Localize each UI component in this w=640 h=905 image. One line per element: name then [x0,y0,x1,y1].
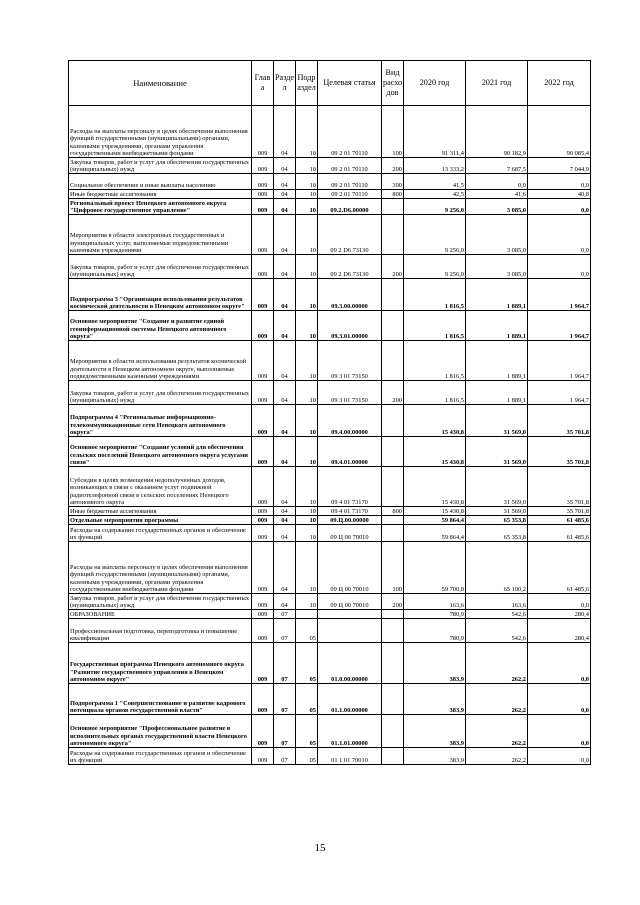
row-podrazdel: 10 [296,405,318,437]
row-glava: 009 [252,215,274,255]
row-podrazdel: 05 [296,715,318,748]
row-glava: 009 [252,106,274,158]
row-2022: 0,0 [528,174,591,190]
header-name: Наименование [69,61,252,106]
row-vid: 200 [382,594,404,610]
table-row [69,158,591,174]
row-2020: 15 430,8 [404,437,466,467]
row-target [318,610,382,619]
table-row [69,381,591,405]
row-name: Региональный проект Ненецкого автономного округа "Цифровое государственное управление" [69,199,252,215]
row-2020: 15 430,8 [404,467,466,507]
row-vid: 300 [382,174,404,190]
row-podrazdel: 10 [296,199,318,215]
row-name: Закупка товаров, работ и услуг для обеспечения государственных (муниципальных) нужд [69,255,252,279]
row-vid [382,437,404,467]
row-2020: 15 430,8 [404,405,466,437]
row-glava: 009 [252,684,274,715]
table-row [69,199,591,215]
table-row [69,190,591,199]
row-2022: 0,0 [528,715,591,748]
table-row [69,643,591,684]
row-vid: 200 [382,255,404,279]
row-podrazdel: 10 [296,467,318,507]
row-2021: 542,6 [466,610,528,619]
row-2021: 1 889,1 [466,341,528,381]
table-row [69,467,591,507]
row-podrazdel: 10 [296,507,318,516]
row-2022: 0,0 [528,215,591,255]
row-2021: 1 889,1 [466,311,528,341]
row-podrazdel: 10 [296,255,318,279]
table-row [69,311,591,341]
row-2021: 163,6 [466,594,528,610]
row-2022: 35 701,8 [528,405,591,437]
row-glava: 009 [252,467,274,507]
row-target: 09 3 01 73150 [318,341,382,381]
row-glava: 009 [252,174,274,190]
row-2022: 61 485,6 [528,516,591,525]
row-target: 01.1.01.00000 [318,715,382,748]
row-2021: 1 889,1 [466,381,528,405]
row-podrazdel: 10 [296,190,318,199]
row-glava: 009 [252,311,274,341]
row-podrazdel: 05 [296,684,318,715]
row-razdel: 04 [274,106,296,158]
row-2020: 1 816,5 [404,381,466,405]
row-name: Государственная программа Ненецкого автономного округа "Развитие государственного управления в Ненецком автономном округе" [69,643,252,684]
row-razdel: 07 [274,748,296,765]
row-razdel: 04 [274,174,296,190]
row-2021: 0,0 [466,174,528,190]
row-razdel: 07 [274,619,296,643]
row-razdel: 04 [274,279,296,311]
table-row [69,525,591,542]
row-name: Закупка товаров, работ и услуг для обеспечения государственных (муниципальных) нужд [69,594,252,610]
row-2020: 15 430,8 [404,507,466,516]
row-2022: 35 701,8 [528,467,591,507]
row-2022: 0,0 [528,255,591,279]
row-2020: 383,9 [404,684,466,715]
row-target: 09.3.01.00000 [318,311,382,341]
table-row [69,279,591,311]
row-2020: 780,9 [404,610,466,619]
row-glava: 009 [252,507,274,516]
row-podrazdel: 10 [296,594,318,610]
table-row [69,684,591,715]
row-glava: 009 [252,279,274,311]
row-2021: 262,2 [466,684,528,715]
row-glava: 009 [252,341,274,381]
row-2022: 0,0 [528,748,591,765]
header-podrazdel: Подр аздел [296,61,318,106]
row-target: 09 Ц 00 70010 [318,525,382,542]
row-2022: 280,4 [528,619,591,643]
table-row [69,516,591,525]
row-2022: 61 485,6 [528,525,591,542]
row-2020: 91 311,4 [404,106,466,158]
row-2020: 9 256,0 [404,215,466,255]
budget-table [68,60,591,765]
row-vid [382,619,404,643]
row-vid [382,467,404,507]
row-2020: 1 816,5 [404,341,466,381]
row-target: 09.3.00.00000 [318,279,382,311]
row-2021: 41,6 [466,190,528,199]
row-vid [382,199,404,215]
row-name: Мероприятия в области использования результатов космической деятельности в Ненецком автономном округе, выполняемые подведомственными казенными учреждениями [69,341,252,381]
row-2020: 59 864,4 [404,516,466,525]
row-razdel: 07 [274,684,296,715]
row-vid [382,215,404,255]
row-glava: 009 [252,542,274,594]
row-2020: 780,9 [404,619,466,643]
row-name: ОБРАЗОВАНИЕ [69,610,252,619]
row-2022: 35 701,8 [528,437,591,467]
row-name: Расходы на содержание государственных органов и обеспечение их функций [69,748,252,765]
row-razdel: 04 [274,255,296,279]
table-header-row [69,61,591,106]
row-vid [382,684,404,715]
row-razdel: 04 [274,542,296,594]
row-2020: 9 256,0 [404,255,466,279]
row-2022: 280,4 [528,610,591,619]
header-razdel: Разде л [274,61,296,106]
row-vid [382,643,404,684]
page-number: 15 [314,842,326,854]
row-razdel: 07 [274,610,296,619]
row-glava: 009 [252,748,274,765]
header-vid: Вид расхо дов [382,61,404,106]
row-razdel: 04 [274,467,296,507]
row-razdel: 04 [274,158,296,174]
row-podrazdel: 05 [296,619,318,643]
row-name: Отдельные мероприятия программы [69,516,252,525]
row-podrazdel: 10 [296,516,318,525]
row-2022: 90 085,4 [528,106,591,158]
table-body [69,106,591,765]
row-name: Расходы на выплаты персоналу в целях обеспечения выполнения функций государственными (муниципальными) органами, казенными учреждениями, органами управления государственными внебюджетными фондами [69,542,252,594]
row-glava: 009 [252,715,274,748]
row-podrazdel: 10 [296,525,318,542]
table-row [69,594,591,610]
row-razdel: 04 [274,507,296,516]
row-2020: 1 816,5 [404,311,466,341]
table-row [69,619,591,643]
row-name: Основное мероприятие "Создание и развитие единой геоинформационной системы Ненецкого автономного округа" [69,311,252,341]
row-vid [382,610,404,619]
row-target: 09 4 01 73170 [318,467,382,507]
row-podrazdel: 10 [296,341,318,381]
row-2021: 65 353,8 [466,516,528,525]
row-target: 09.2.D6.00000 [318,199,382,215]
row-podrazdel: 10 [296,158,318,174]
row-glava: 009 [252,199,274,215]
row-razdel: 04 [274,381,296,405]
row-vid: 800 [382,190,404,199]
row-glava: 009 [252,255,274,279]
row-name: Мероприятия в области электронных государственных и муниципальных услуг, выполняемые подведомственными казенными учреждениями [69,215,252,255]
header-2022: 2022 год [528,61,591,106]
row-target: 09 2 01 70110 [318,158,382,174]
table-row [69,542,591,594]
table-row [69,507,591,516]
row-2022: 40,8 [528,190,591,199]
row-podrazdel: 05 [296,643,318,684]
row-glava: 009 [252,190,274,199]
table-row [69,341,591,381]
row-glava: 009 [252,516,274,525]
row-podrazdel: 05 [296,748,318,765]
row-2021: 90 182,9 [466,106,528,158]
row-podrazdel: 10 [296,437,318,467]
row-name: Подпрограмма 3 "Организация использования результатов космической деятельности в Ненецком автономном округе" [69,279,252,311]
header-2021: 2021 год [466,61,528,106]
row-glava: 009 [252,405,274,437]
table-row [69,106,591,158]
row-name: Иные бюджетные ассигнования [69,190,252,199]
row-2022: 0,0 [528,643,591,684]
row-vid [382,715,404,748]
row-name: Подпрограмма 4 "Региональные информационно-телекоммуникационные сети Ненецкого автономного округа" [69,405,252,437]
row-podrazdel [296,610,318,619]
table-row [69,748,591,765]
row-2021: 3 085,0 [466,255,528,279]
row-2022: 1 964,7 [528,279,591,311]
row-target: 09.Ц.00.00000 [318,516,382,525]
row-target: 09 4 01 73170 [318,507,382,516]
row-target: 09 3 01 73150 [318,381,382,405]
row-2021: 31 569,0 [466,467,528,507]
row-2020: 383,9 [404,748,466,765]
row-razdel: 04 [274,341,296,381]
row-vid [382,748,404,765]
table-row [69,437,591,467]
row-2021: 65 190,2 [466,542,528,594]
row-glava: 009 [252,381,274,405]
row-name: Закупка товаров, работ и услуг для обеспечения государственных (муниципальных) нужд [69,158,252,174]
row-2021: 262,2 [466,748,528,765]
row-razdel: 04 [274,215,296,255]
row-target: 09 Ц 00 70010 [318,594,382,610]
row-2022: 1 964,7 [528,341,591,381]
row-name: Иные бюджетные ассигнования [69,507,252,516]
row-razdel: 04 [274,199,296,215]
row-razdel: 04 [274,437,296,467]
row-podrazdel: 10 [296,215,318,255]
row-target: 09 2 01 70110 [318,190,382,199]
row-2021: 1 889,1 [466,279,528,311]
row-2020: 1 816,5 [404,279,466,311]
row-target: 01.0.00.00000 [318,643,382,684]
row-podrazdel: 10 [296,542,318,594]
row-vid [382,516,404,525]
row-name: Расходы на выплаты персоналу в целях обеспечения выполнения функций государственными (муниципальными) органами, казенными учреждениями, органами управления государственными внебюджетными фондами [69,106,252,158]
row-glava: 009 [252,643,274,684]
row-target [318,619,382,643]
row-2022: 0,0 [528,594,591,610]
row-2020: 42,5 [404,190,466,199]
row-name: Субсидии в целях возмещения недополученных доходов, возникающих в связи с оказанием услуг подвижной радиотелефонной связи в сельских поселениях Ненецкого автономного округа [69,467,252,507]
table-row [69,255,591,279]
row-2021: 3 085,0 [466,215,528,255]
row-target: 09.4.00.00000 [318,405,382,437]
row-target: 09 Ц 00 70010 [318,542,382,594]
row-2022: 0,0 [528,684,591,715]
row-2022: 35 701,8 [528,507,591,516]
row-razdel: 04 [274,516,296,525]
row-2020: 383,9 [404,643,466,684]
row-razdel: 07 [274,715,296,748]
header-target: Целевая статья [318,61,382,106]
row-2022: 61 485,6 [528,542,591,594]
table-row [69,215,591,255]
row-2021: 3 085,0 [466,199,528,215]
row-vid: 100 [382,542,404,594]
row-podrazdel: 10 [296,381,318,405]
row-glava: 009 [252,619,274,643]
row-razdel: 04 [274,405,296,437]
row-2020: 9 256,0 [404,199,466,215]
row-2022: 1 964,7 [528,381,591,405]
row-name: Профессиональная подготовка, переподготовка и повышение квалификации [69,619,252,643]
row-glava: 009 [252,525,274,542]
row-2020: 13 333,2 [404,158,466,174]
row-target: 09 2 D6 73130 [318,215,382,255]
row-razdel: 07 [274,643,296,684]
row-podrazdel: 10 [296,311,318,341]
row-2021: 262,2 [466,643,528,684]
row-razdel: 04 [274,311,296,341]
row-glava: 009 [252,610,274,619]
header-glava: Глав а [252,61,274,106]
row-razdel: 04 [274,594,296,610]
row-podrazdel: 10 [296,279,318,311]
row-name: Подпрограмма 1 "Совершенствование и развитие кадрового потенциала органов государственной власти" [69,684,252,715]
row-vid [382,311,404,341]
table-row [69,610,591,619]
row-vid [382,405,404,437]
row-2021: 65 353,8 [466,525,528,542]
row-name: Закупка товаров, работ и услуг для обеспечения государственных (муниципальных) нужд [69,381,252,405]
row-podrazdel: 10 [296,174,318,190]
row-vid: 100 [382,106,404,158]
row-vid [382,525,404,542]
header-2020: 2020 год [404,61,466,106]
row-target: 09 2 01 70110 [318,174,382,190]
row-vid: 800 [382,507,404,516]
row-glava: 009 [252,158,274,174]
row-podrazdel: 10 [296,106,318,158]
row-2022: 1 964,7 [528,311,591,341]
table-row [69,174,591,190]
table-row [69,715,591,748]
row-2020: 59 864,4 [404,525,466,542]
row-2020: 383,9 [404,715,466,748]
row-2020: 41,5 [404,174,466,190]
row-2021: 31 569,0 [466,437,528,467]
row-glava: 009 [252,437,274,467]
row-name: Социальное обеспечение и иные выплаты населению [69,174,252,190]
table-row [69,405,591,437]
row-2022: 7 044,9 [528,158,591,174]
row-2021: 31 569,0 [466,405,528,437]
row-razdel: 04 [274,525,296,542]
row-vid: 200 [382,381,404,405]
row-target: 09.4.01.00000 [318,437,382,467]
row-name: Расходы на содержание государственных органов и обеспечение их функций [69,525,252,542]
row-name: Основное мероприятие "Профессиональное развитие в исполнительных органах государственной власти Ненецкого автономного округа" [69,715,252,748]
row-target: 01.1.00.00000 [318,684,382,715]
row-name: Основное мероприятие "Создание условий для обеспечения сельских поселений Ненецкого автономного округа услугами связи" [69,437,252,467]
row-2020: 59 700,8 [404,542,466,594]
row-vid: 200 [382,158,404,174]
row-2022: 0,0 [528,199,591,215]
row-2021: 542,6 [466,619,528,643]
row-2021: 31 569,0 [466,507,528,516]
row-razdel: 04 [274,190,296,199]
row-vid [382,341,404,381]
row-2021: 262,2 [466,715,528,748]
row-target: 09 2 D6 73130 [318,255,382,279]
row-vid [382,279,404,311]
row-glava: 009 [252,594,274,610]
row-target: 01 1 01 70010 [318,748,382,765]
row-target: 09 2 01 70110 [318,106,382,158]
row-2020: 163,6 [404,594,466,610]
row-2021: 7 687,5 [466,158,528,174]
